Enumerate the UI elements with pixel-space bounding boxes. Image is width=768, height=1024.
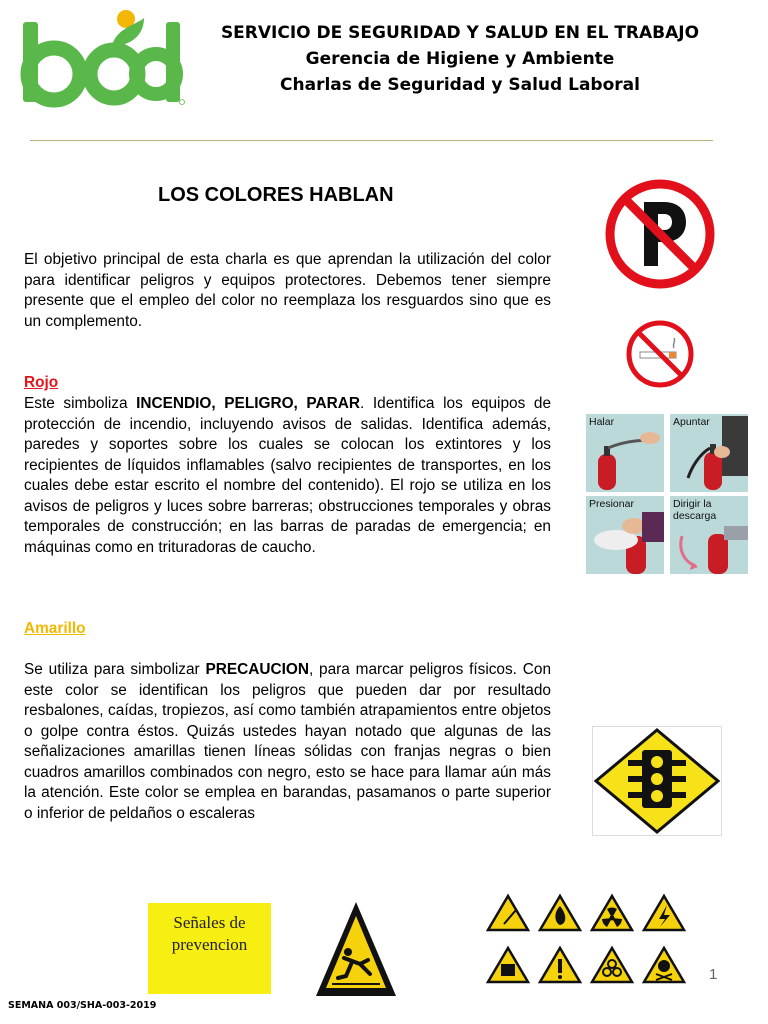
step-label: Dirigir la descarga [673, 498, 717, 522]
no-parking-sign-icon [604, 178, 716, 290]
rojo-text-post: . Identifica los equipos de protección de incendio, incluyendo avisos de salidas. Identifica además, paredes y soportes sobre los cuales se colocan los extintores y los recipientes de líquidos inflamables (salvo recipientes de transportes, en los cuales debe estar escrito el nombre del contenido). El rojo se utiliza en los avisos de peligros y luces sobre barreras; obstrucciones temporales y obras temporales de construcción; en las barras de paradas de emergencia; en máquinas como en trituradoras de caucho. [24, 395, 552, 556]
intro-paragraph: El objetivo principal de esta charla es que aprendan la utilización del color para identificar peligros y equipos protectores. Debemos tener siempre presente que el empleo del color no reemplaza los resguardos sino que es un complemento. [24, 251, 551, 330]
amarillo-paragraph [24, 660, 551, 824]
amarillo-text-bold: PRECAUCION [205, 661, 309, 678]
page-title: LOS COLORES HABLAN [158, 184, 394, 206]
flammable-icon [540, 896, 580, 930]
toxic-skull-icon [644, 948, 684, 982]
extinguisher-step-sweep [670, 496, 748, 574]
prevention-signs-label-box [148, 903, 271, 994]
amarillo-text-pre: Se utiliza para simbolizar [24, 661, 206, 678]
rojo-text-pre: Este simboliza [24, 395, 137, 412]
document-code-footer: SEMANA 003/SHA-003-2019 [8, 1000, 157, 1011]
page-number: 1 [709, 966, 718, 983]
header-divider [30, 140, 713, 141]
step-label: Apuntar [673, 416, 710, 428]
header-line-1: SERVICIO DE SEGURIDAD Y SALUD EN EL TRABAJO [220, 23, 700, 43]
extinguisher-step-pull [586, 414, 664, 492]
amarillo-text-post: , para marcar peligros físicos. Con este color se identifican los peligros que pueden dar por resultado resbalones, caídas, tropiezos, así como también atrapamientos entre objetos o golpe contra éstos. Quizás ustedes hayan notado que algunas de las señalizaciones amarillas tienen líneas sólidas con franjas negras o bien cuadros amarillos combinados con negro, esto se hace para llamar aún más la atención. Este color se emplea en barandas, pasamanos o parte superior o inferior de peldaños o escaleras [24, 661, 552, 822]
document-header [195, 20, 725, 98]
corrosive-icon [488, 948, 528, 982]
extinguisher-step-aim [670, 414, 748, 492]
rojo-heading: Rojo [24, 374, 59, 391]
step-label: Halar [589, 416, 615, 428]
warning-generic-icon [488, 896, 528, 930]
rojo-text-bold: INCENDIO, PELIGRO, PARAR [136, 395, 361, 412]
header-line-3: Charlas de Seguridad y Salud Laboral [280, 75, 640, 95]
radiation-icon [592, 896, 632, 930]
bod-logo [20, 10, 186, 110]
no-smoking-sign-icon [624, 318, 696, 390]
electrical-hazard-icon [644, 896, 684, 930]
prevention-signs-label: Señales de prevencion [171, 913, 248, 954]
exclamation-warning-icon [540, 948, 580, 982]
hazard-signs-grid [486, 892, 692, 988]
slip-hazard-sign-icon [314, 900, 398, 1000]
rojo-paragraph [24, 394, 551, 558]
step-label: Presionar [589, 498, 634, 510]
extinguisher-step-squeeze [586, 496, 664, 574]
biohazard-icon [592, 948, 632, 982]
amarillo-heading: Amarillo [24, 620, 86, 637]
header-line-2: Gerencia de Higiene y Ambiente [305, 49, 615, 69]
traffic-light-sign-icon [592, 726, 722, 836]
